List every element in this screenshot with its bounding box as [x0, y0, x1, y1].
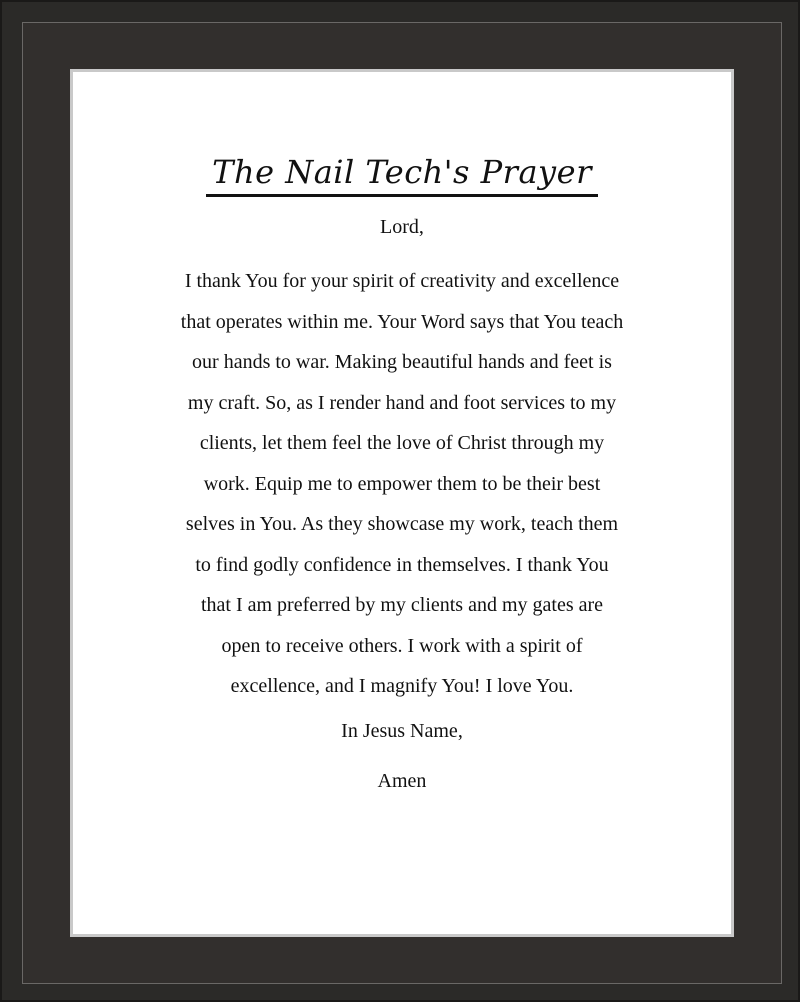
prayer-line: clients, let them feel the love of Christ through my: [199, 432, 605, 454]
frame-mat: [70, 69, 734, 937]
prayer-line: that I am preferred by my clients and my gates are: [200, 594, 604, 616]
prayer-line: that operates within me. Your Word says that You teach: [180, 310, 624, 333]
prayer-closing: In Jesus Name,: [341, 719, 463, 742]
prayer-body: [122, 261, 682, 707]
prayer-line: open to receive others. I work with a spirit of: [221, 634, 583, 657]
prayer-signoff: Amen: [377, 769, 427, 792]
prayer-line: our hands to war. Making beautiful hands and feet is: [192, 351, 612, 373]
prayer-salutation: Lord,: [380, 216, 424, 238]
prayer-line: excellence, and I magnify You! I love You.: [230, 675, 574, 697]
prayer-line: selves in You. As they showcase my work, teach them: [185, 513, 619, 535]
prayer-line: to find godly confidence in themselves. I thank You: [195, 553, 609, 576]
prayer-title: The Nail Tech's Prayer: [206, 152, 598, 197]
prayer-line: I thank You for your spirit of creativity and excellence: [184, 270, 620, 292]
prayer-paper: [73, 72, 731, 934]
prayer-line: work. Equip me to empower them to be their best: [203, 472, 601, 495]
prayer-line: my craft. So, as I render hand and foot services to my: [187, 391, 617, 414]
